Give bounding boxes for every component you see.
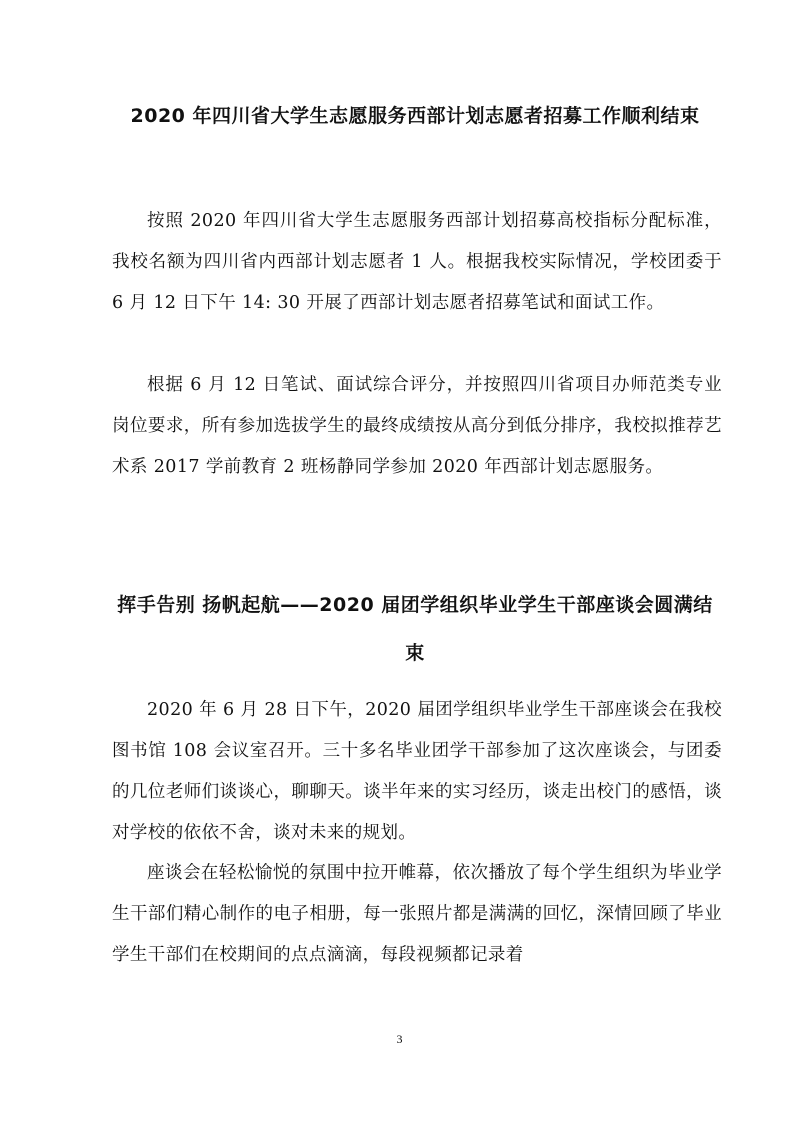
article-paragraph: 座谈会在轻松愉悦的氛围中拉开帷幕，依次播放了每个学生组织为毕业学生干部们精心制作的电子相册，每一张照片都是满满的回忆，深情回顾了毕业学生干部们在校期间的点点滴滴，每段视频都记录着 [112, 863, 722, 965]
article-title-symposium: 挥手告别 扬帆起航——2020 届团学组织毕业学生干部座谈会圆满结束 [117, 594, 713, 664]
article-paragraph: 按照 2020 年四川省大学生志愿服务西部计划招募高校指标分配标准，我校名额为四川省内西部计划志愿者 1 人。根据我校实际情况，学校团委于 6 月 12 日下午 14: 30 开展了西部计划志愿者招募笔试和面试工作。 [112, 211, 722, 313]
article-paragraph: 根据 6 月 12 日笔试、面试综合评分，并按照四川省项目办师范类专业岗位要求，所有参加选拔学生的最终成绩按从高分到低分排序，我校拟推荐艺术系 2017 学前教育 2 班杨静同学参加 2020 年西部计划志愿服务。 [112, 375, 722, 477]
article-paragraph: 2020 年 6 月 28 日下午，2020 届团学组织毕业学生干部座谈会在我校图书馆 108 会议室召开。三十多名毕业团学干部参加了这次座谈会，与团委的几位老师们谈谈心，聊聊天。谈半年来的实习经历，谈走出校门的感悟，谈对学校的依依不舍，谈对未来的规划。 [112, 700, 722, 843]
page-number: 3 [396, 1032, 403, 1046]
article-title-recruitment: 2020 年四川省大学生志愿服务西部计划志愿者招募工作顺利结束 [130, 105, 700, 127]
